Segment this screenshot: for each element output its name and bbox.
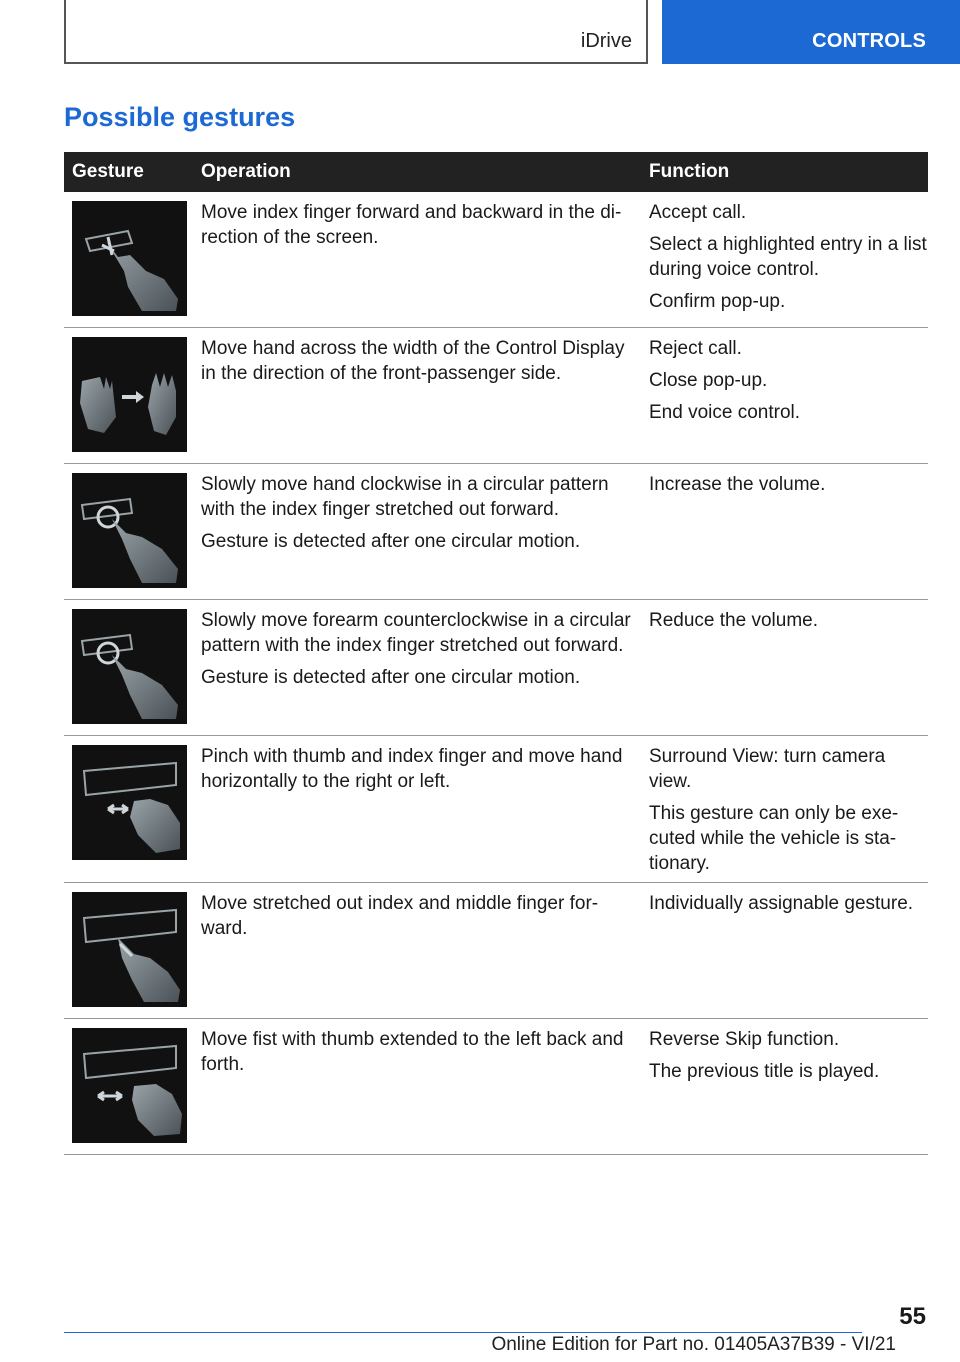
table-row [64,736,928,883]
function-text: Accept call. [649,202,747,223]
operation-text: Slowly move forearm counterclockwise in a circular pattern with the index finger stretched out forward. [201,610,631,656]
function-text: The previous title is played. [649,1061,880,1082]
function-text: Reverse Skip function. [649,1029,840,1050]
header-chapter-tab [662,0,960,64]
gesture-two-finger-forward-icon [72,892,187,1007]
function-text: Reduce the volume. [649,610,818,631]
function-text: End voice control. [649,402,801,423]
header-section-box [64,0,648,64]
table-row [64,328,928,464]
operation-text: Gesture is detected after one circular motion. [201,531,581,552]
footer-divider [64,1332,862,1333]
function-text: Increase the volume. [649,474,826,495]
gesture-pinch-move-icon [72,745,187,860]
table-row [64,1019,928,1155]
function-text: Individually assignable gesture. [649,893,914,914]
gesture-point-forward-back-icon [72,201,187,316]
gesture-circle-clockwise-icon [72,473,187,588]
operation-text: Slowly move hand clockwise in a circular pattern with the index finger stretched out forward. [201,474,609,520]
column-header-gesture: Gesture [72,161,144,182]
gesture-circle-counterclockwise-icon [72,609,187,724]
operation-text: Move hand across the width of the Control Display in the direction of the front-passenger side. [201,338,625,384]
column-header-operation: Operation [201,161,291,182]
function-text: Reject call. [649,338,742,359]
operation-text: Gesture is detected after one circular motion. [201,667,581,688]
function-text: Close pop-up. [649,370,768,391]
function-text: This gesture can only be exe-cuted while the vehicle is sta-tionary. [649,803,899,874]
operation-text: Move index finger forward and backward in the di-rection of the screen. [201,202,622,248]
table-header [64,152,928,192]
table-row [64,883,928,1019]
page-number: 55 [899,1303,926,1330]
header-section-label: iDrive [580,30,632,52]
function-text: Select a highlighted entry in a list during voice control. [649,234,927,280]
operation-text: Move fist with thumb extended to the left back and forth. [201,1029,624,1075]
operation-text: Move stretched out index and middle finger for-ward. [201,893,599,939]
header-chapter-label: CONTROLS [812,30,926,52]
gesture-fist-thumb-icon [72,1028,187,1143]
gesture-hand-swipe-icon [72,337,187,452]
function-text: Confirm pop-up. [649,291,786,312]
footer-edition: Online Edition for Part no. 01405A37B39 - VI/21 [491,1334,896,1355]
gesture-table [64,152,928,1155]
column-header-function: Function [649,161,730,182]
page-title: Possible gestures [64,102,296,132]
operation-text: Pinch with thumb and index finger and move hand horizontally to the right or left. [201,746,623,792]
table-row [64,192,928,328]
function-text: Surround View: turn camera view. [649,746,886,792]
table-row [64,464,928,600]
table-row [64,600,928,736]
